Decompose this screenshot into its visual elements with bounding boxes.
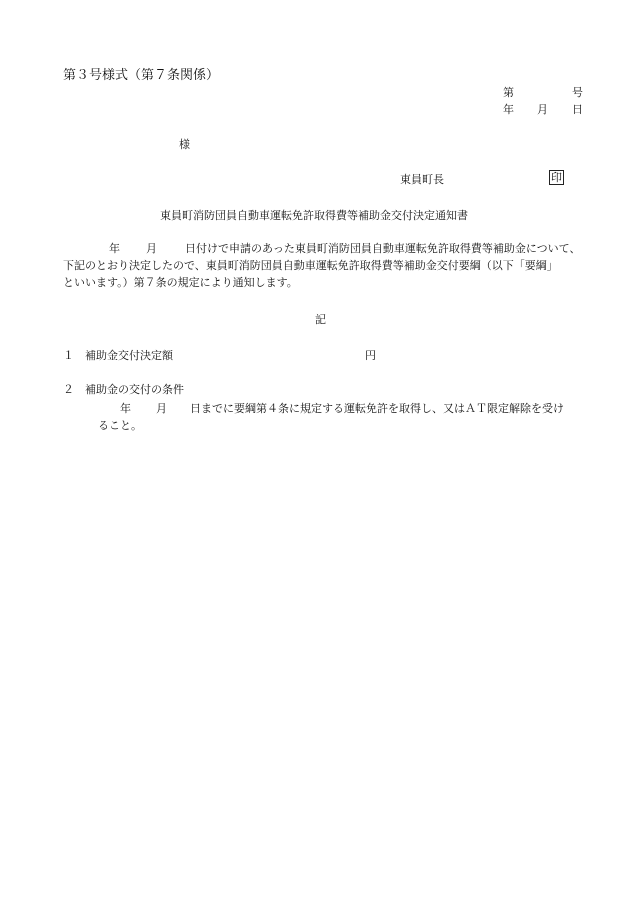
ki-heading: 記	[315, 313, 326, 326]
body-paragraph	[63, 240, 583, 291]
seal-label: 印	[551, 171, 562, 184]
body-line-3: といいます。）第７条の規定により通知します。	[63, 276, 298, 289]
date-day: 日	[572, 103, 583, 116]
body-line-2: 下記のとおり決定したので、東員町消防団員自動車運転免許取得費等補助金交付要綱（以下「要綱」	[63, 259, 558, 272]
document-number-prefix: 第	[503, 86, 514, 99]
document-title: 東員町消防団員自動車運転免許取得費等補助金交付決定通知書	[160, 209, 468, 222]
body-month: 月	[146, 242, 157, 255]
form-label: 第３号様式（第７条関係）	[63, 68, 220, 83]
date-month: 月	[537, 103, 548, 116]
body-line-1-text: 日付けで申請のあった東員町消防団員自動車運転免許取得費等補助金について、	[185, 242, 581, 255]
sender-title: 東員町長	[400, 173, 444, 186]
item-2-line-1: 日までに要綱第４条に規定する運転免許を取得し、又はＡＴ限定解除を受け	[190, 402, 564, 415]
document-number-suffix: 号	[572, 86, 583, 99]
seal-mark	[549, 170, 564, 185]
body-year: 年	[109, 242, 120, 255]
item-2-year: 年	[120, 402, 131, 415]
date-year: 年	[503, 103, 514, 116]
item-1-label: １ 補助金交付決定額	[63, 349, 173, 362]
item-2-line-2: ること。	[98, 419, 142, 432]
item-2-month: 月	[156, 402, 167, 415]
body-line-1	[63, 240, 583, 257]
item-2-label: ２ 補助金の交付の条件	[63, 383, 184, 396]
item-1-unit: 円	[365, 349, 376, 362]
addressee-honorific: 様	[179, 138, 190, 151]
